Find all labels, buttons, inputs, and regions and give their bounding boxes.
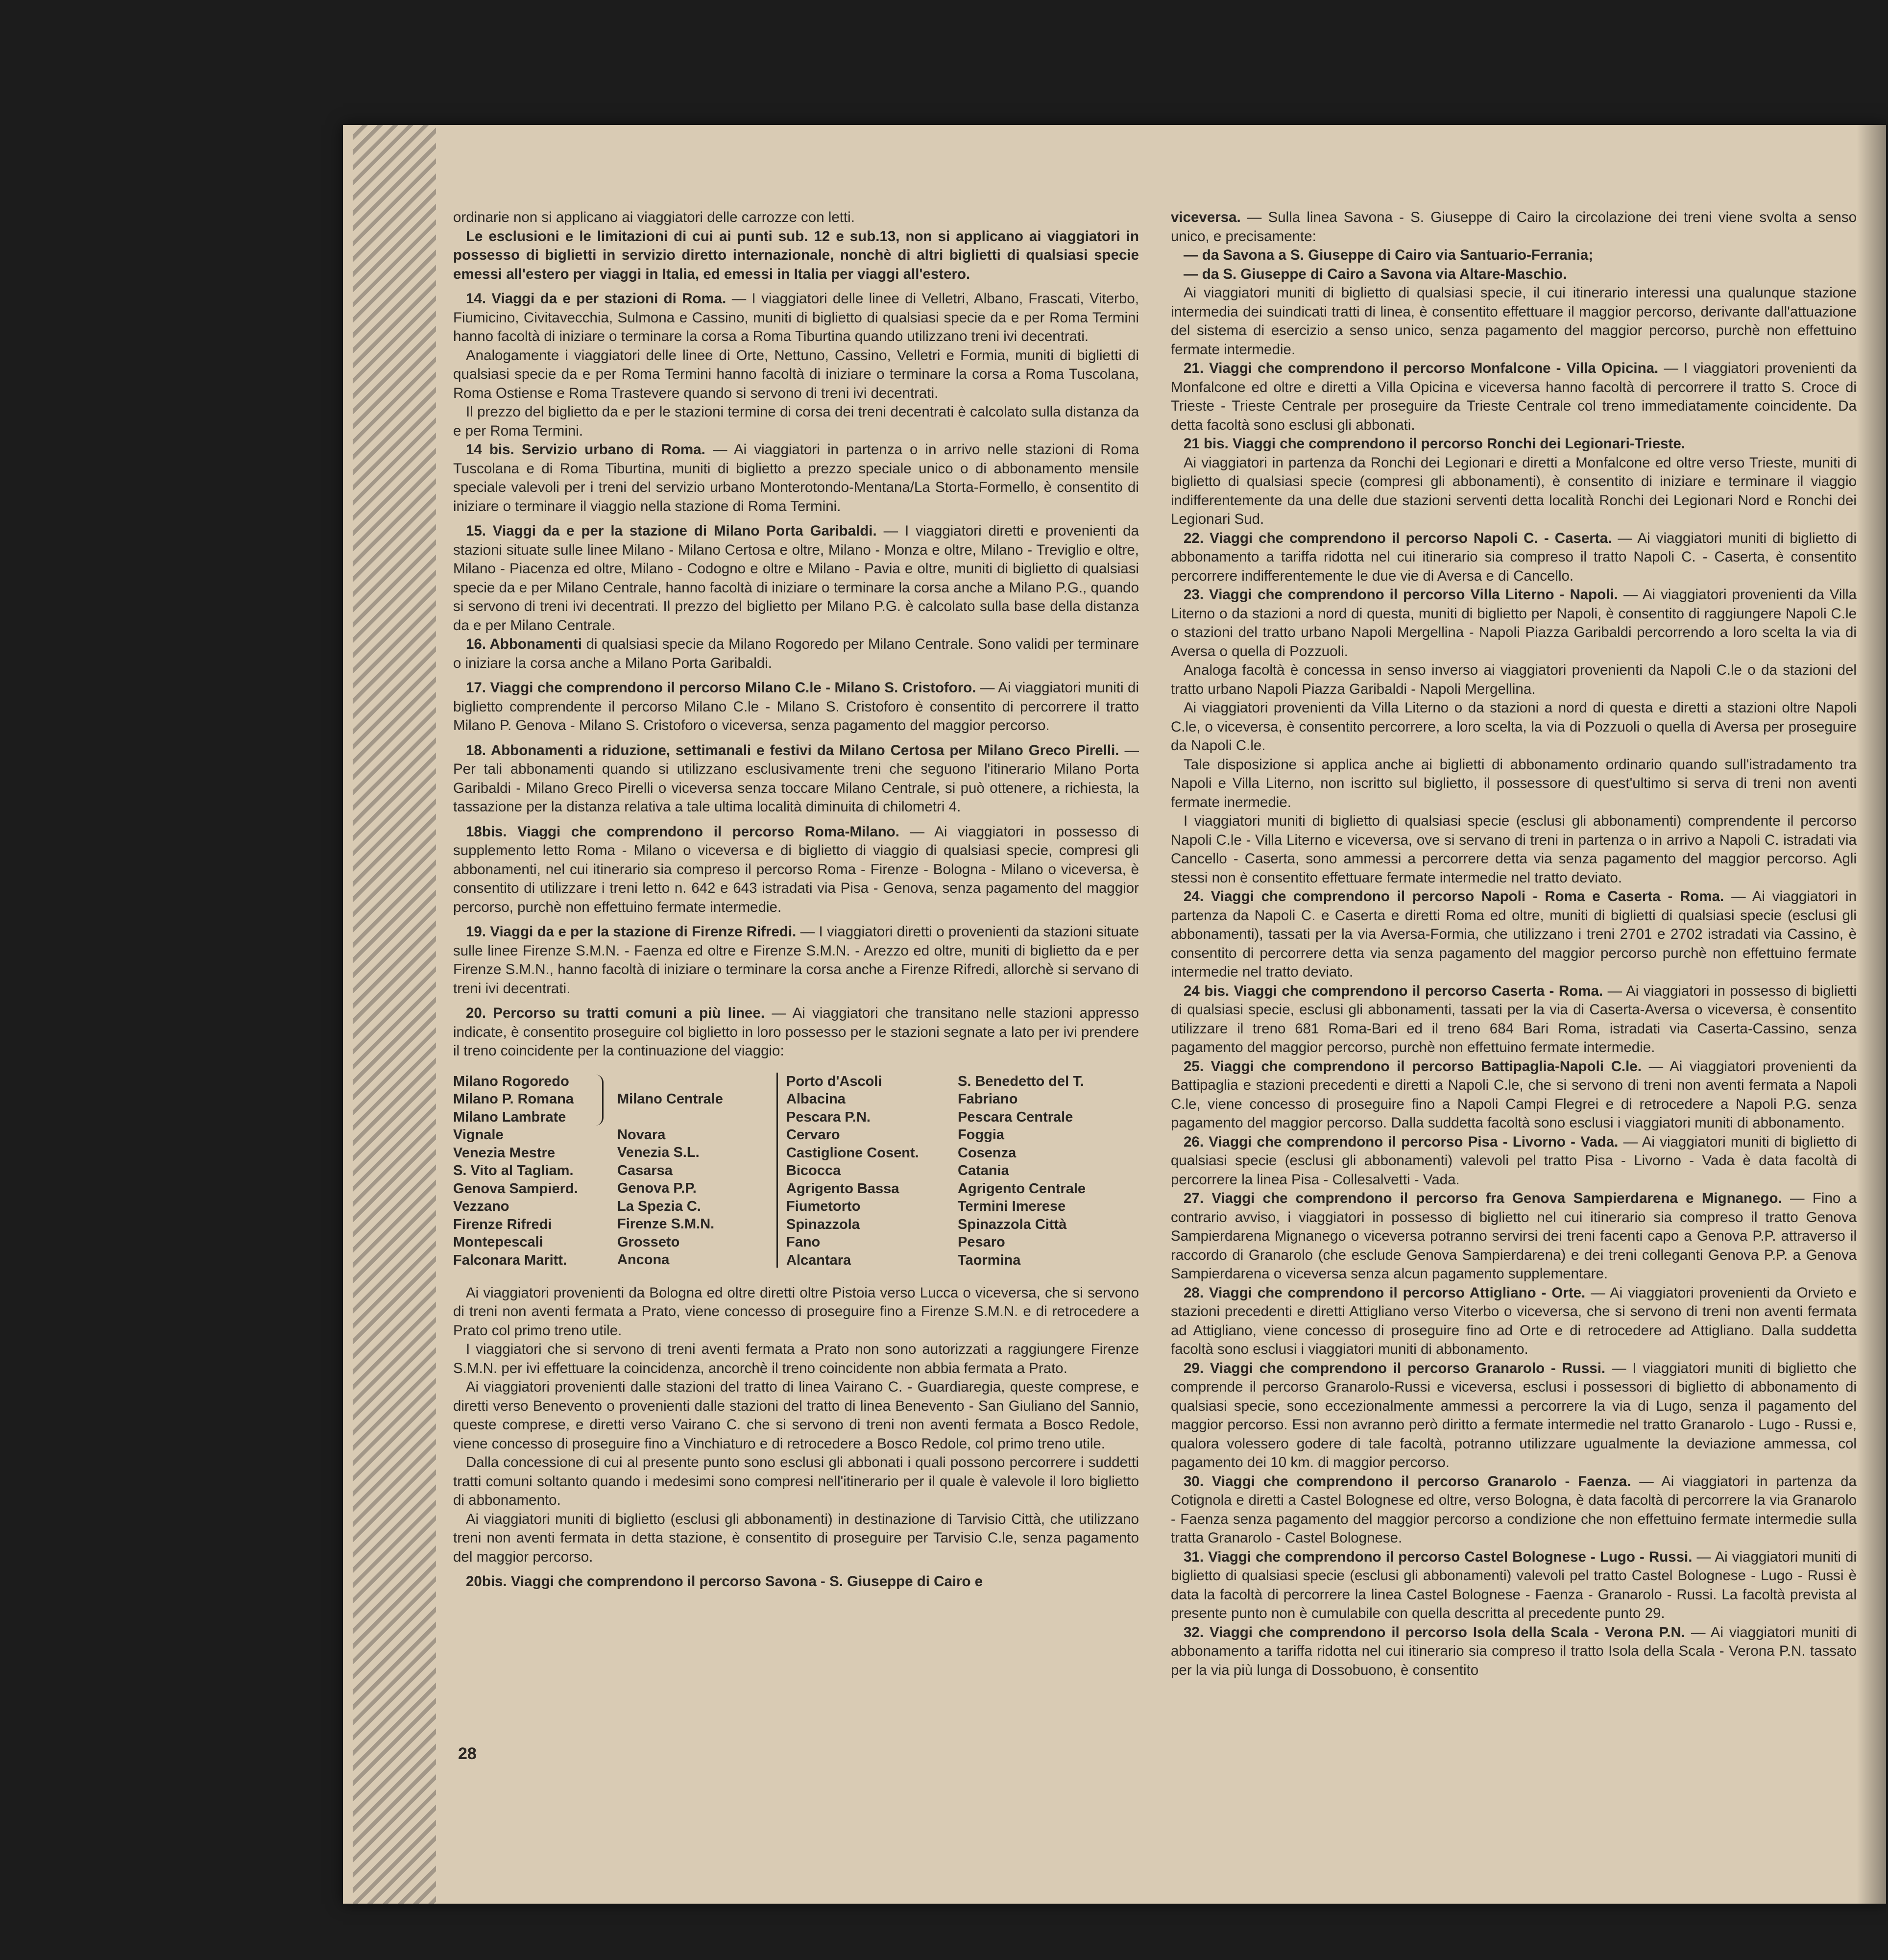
station-entry: Milano Lambrate bbox=[453, 1109, 566, 1125]
station-entry: Agrigento Bassa bbox=[786, 1180, 899, 1197]
paragraph-text: Dalla concessione di cui al presente punto sono esclusi gli abbonati i quali possono percorrere i suddetti tratti comuni soltanto quando i medesimi sono compresi nell'itinerario per il quale è valevole il loro biglietto di abbonamento. bbox=[453, 1454, 1139, 1508]
station-entry: Venezia Mestre bbox=[453, 1145, 555, 1161]
station-entry: Novara bbox=[617, 1127, 666, 1143]
paragraph bbox=[1171, 1133, 1857, 1190]
left-column-paragraphs-after bbox=[453, 1284, 1139, 1592]
paragraph-text: — I viaggiatori diretti o provenienti da stazioni situate sulle linee Firenze S.M.N. - Faenza ed oltre e Firenze S.M.N. - Arezzo ed oltre, muniti di biglietto da e per Firenze S.M.N., hanno facoltà di iniziare o terminare la corsa anche a Firenze Rifredi, allorchè si servano di treni ivi decentrati. bbox=[453, 924, 1139, 997]
paragraph-text: — da S. Giuseppe di Cairo a Savona via Altare-Maschio. bbox=[1184, 266, 1567, 282]
paragraph-text: Ai viaggiatori muniti di biglietto di qualsiasi specie, il cui itinerario interessi una qualunque stazione intermedia dei suindicati tratti di linea, è consentito effettuare il maggior percorso, derivante dall'attuazione del sistema di esercizio a senso unico, senza pagamento del maggior percorso, purchè non effettuino fermate intermedie. bbox=[1171, 285, 1857, 358]
paragraph bbox=[453, 823, 1139, 917]
paragraph bbox=[1171, 756, 1857, 812]
section-heading: 21 bis. Viaggi che comprendono il percorso Ronchi dei Legionari-Trieste. bbox=[1184, 436, 1685, 452]
station-entry: Fiumetorto bbox=[786, 1199, 861, 1214]
paragraph-text: — Ai viaggiatori muniti di biglietto di qualsiasi specie (esclusi gli abbonamenti) valevoli pel tratto Castel Bolognese - Lugo - Russi è data la facoltà di percorrere la linea Castel Bolognese - Faenza - Granarolo - Russi. La facoltà prevista al presente punto non è cumulabile con quella descritta al precedente punto 29. bbox=[1171, 1548, 1857, 1621]
station-entry: Genova Sampierd. bbox=[453, 1180, 578, 1197]
paragraph bbox=[1171, 699, 1857, 756]
paragraph bbox=[453, 346, 1139, 403]
paragraph bbox=[1171, 1284, 1857, 1359]
section-heading: 24. Viaggi che comprendono il percorso Napoli - Roma e Caserta - Roma. bbox=[1184, 888, 1724, 905]
paragraph bbox=[453, 635, 1139, 673]
section-heading: 19. Viaggi da e per la stazione di Firenze Rifredi. bbox=[466, 924, 797, 940]
paragraph bbox=[1171, 284, 1857, 359]
paragraph bbox=[453, 679, 1139, 735]
paragraph-text: — I viaggiatori provenienti da Monfalcone ed oltre e diretti a Villa Opicina e viceversa hanno facoltà di percorrere il tratto S. Croce di Trieste - Trieste Centrale per proseguire da Trieste Centrale col treno immediatamente coincidente. Da detta facoltà sono esclusi gli abbonati. bbox=[1171, 360, 1857, 433]
paragraph-text: — Per tali abbonamenti quando si utilizzano esclusivamente treni che seguono l'itinerario Milano Porta Garibaldi - Milano Greco Pirelli o viceversa senza toccare Milano Centrale, si può ottenere, a richiesta, la tassazione per la distanza relativa a tale ultima località diminuita di chilometri 4. bbox=[453, 742, 1139, 815]
section-heading: 22. Viaggi che comprendono il percorso Napoli C. - Caserta. bbox=[1184, 530, 1612, 546]
station-table bbox=[453, 1073, 1139, 1271]
station-entry: Montepescali bbox=[453, 1234, 543, 1250]
hatched-binding-margin bbox=[353, 125, 436, 1904]
station-entry: Bicocca bbox=[786, 1163, 841, 1178]
station-entry: Cosenza bbox=[958, 1145, 1017, 1161]
paragraph-text: ordinarie non si applicano ai viaggiatori delle carrozze con letti. bbox=[453, 209, 855, 225]
paragraph bbox=[1171, 586, 1857, 661]
section-heading: 24 bis. Viaggi che comprendono il percorso Caserta - Roma. bbox=[1184, 982, 1603, 999]
station-entry: S. Benedetto del T. bbox=[958, 1073, 1084, 1089]
paragraph-text: — Ai viaggiatori in partenza da Napoli C. e Caserta e diretti Roma ed oltre, muniti di biglietti di qualsiasi specie (esclusi gli abbonamenti), tassati per la via Aversa-Formia, che utilizzano i treni 2701 e 2702 istradati via Cassino, è consentito di percorrere detta via senza pagamento del maggior percorso purchè non effettuino fermate intermedie nel tratto deviato. bbox=[1171, 888, 1857, 980]
brace-mark bbox=[595, 1075, 604, 1126]
section-heading: 27. Viaggi che comprendono il percorso fra Genova Sampierdarena e Mignanego. bbox=[1184, 1190, 1782, 1206]
paragraph-text: Ai viaggiatori provenienti dalle stazioni del tratto di linea Vairano C. - Guardiaregia, queste comprese, e diretti verso Benevento o provenienti dalle stazioni del tratto di linea Benevento - San Giuliano del Sannio, queste comprese, e diretti verso Vairano C. che si servono di treni non aventi fermata a Bosco Redole, viene concesso di proseguire fino a Vinchiaturo e di retrocedere a Bosco Redole, col primo treno utile. bbox=[453, 1379, 1139, 1452]
paragraph bbox=[1171, 359, 1857, 435]
paragraph bbox=[453, 741, 1139, 817]
station-entry: Pescara Centrale bbox=[958, 1109, 1073, 1125]
station-column-2 bbox=[617, 1126, 714, 1269]
section-heading: 21. Viaggi che comprendono il percorso Monfalcone - Villa Opicina. bbox=[1184, 360, 1659, 376]
paragraph bbox=[453, 522, 1139, 635]
paragraph-text: — Ai viaggiatori in partenza da Cotignola e diretti a Castel Bolognese ed oltre, verso Bologna, è data facoltà di percorrere la via Granarolo - Faenza senza pagamento del maggior percorso a condizione che non effettuino fermate intermedie sulla tratta Granarolo - Castel Bolognese. bbox=[1171, 1473, 1857, 1546]
station-entry: La Spezia C. bbox=[617, 1198, 701, 1214]
station-entry: Foggia bbox=[958, 1127, 1005, 1143]
paragraph-text: Ai viaggiatori provenienti da Villa Literno o da stazioni a nord di questa e diretti a stazioni oltre Napoli C.le, o viceversa, è consentito percorrere, a loro scelta, la via di Pozzuoli o quella di Aversa per proseguire da Napoli C.le. bbox=[1171, 700, 1857, 754]
station-entry: Albacina bbox=[786, 1091, 846, 1107]
section-heading: 18. Abbonamenti a riduzione, settimanali e festivi da Milano Certosa per Milano Greco Pirelli. bbox=[466, 742, 1119, 759]
paragraph-text: Ai viaggiatori provenienti da Bologna ed oltre diretti oltre Pistoia verso Lucca o viceversa, che si servono di treni non aventi fermata a Prato, viene concesso di proseguire fino a Firenze S.M.N. e di retrocedere a Prato col primo treno utile. bbox=[453, 1284, 1139, 1339]
station-entry: Taormina bbox=[958, 1252, 1021, 1268]
paragraph bbox=[453, 1004, 1139, 1061]
section-heading: 18bis. Viaggi che comprendono il percorso Roma-Milano. bbox=[466, 823, 900, 840]
paragraph bbox=[453, 403, 1139, 441]
paragraph-text: — Ai viaggiatori muniti di biglietto di qualsiasi specie (esclusi gli abbonamenti) valevoli pel tratto Pisa - Livorno - Vada è data facoltà di percorrere la linea Pisa - Collesalvetti - Vada. bbox=[1171, 1133, 1857, 1188]
station-entry: Pescara P.N. bbox=[786, 1109, 871, 1125]
paragraph bbox=[453, 923, 1139, 998]
page-number: 28 bbox=[458, 1744, 477, 1763]
station-entry: Venezia S.L. bbox=[617, 1145, 700, 1160]
paragraph-text: I viaggiatori che si servono di treni aventi fermata a Prato non sono autorizzati a raggiungere Firenze S.M.N. per ivi effettuare la coincidenza, ancorchè il treno coincidente non abbia fermata a Prato. bbox=[453, 1341, 1139, 1376]
station-column-1 bbox=[453, 1073, 578, 1270]
paragraph-text: — da Savona a S. Giuseppe di Cairo via Santuario-Ferrania; bbox=[1184, 247, 1594, 263]
paragraph bbox=[453, 290, 1139, 346]
paragraph bbox=[453, 227, 1139, 284]
station-entry: S. Vito al Tagliam. bbox=[453, 1163, 574, 1178]
paragraph-text: — Ai viaggiatori che transitano nelle stazioni appresso indicate, è consentito proseguire col biglietto in loro possesso per le stazioni segnate a lato per ivi prendere il treno coincidente per la continuazione del viaggio: bbox=[453, 1005, 1139, 1059]
paragraph bbox=[453, 441, 1139, 516]
paragraph bbox=[1171, 208, 1857, 246]
paragraph bbox=[453, 1510, 1139, 1567]
section-heading: 20bis. Viaggi che comprendono il percorso Savona - S. Giuseppe di Cairo e bbox=[466, 1573, 983, 1590]
paragraph bbox=[1171, 435, 1857, 454]
section-heading: 17. Viaggi che comprendono il percorso Milano C.le - Milano S. Cristoforo. bbox=[466, 680, 976, 696]
paragraph bbox=[1171, 1472, 1857, 1548]
station-entry: Porto d'Ascoli bbox=[786, 1073, 882, 1089]
section-heading: 20. Percorso su tratti comuni a più linee. bbox=[466, 1005, 765, 1021]
section-heading: viceversa. bbox=[1171, 209, 1241, 225]
paragraph-text: — Ai viaggiatori in partenza o in arrivo nelle stazioni di Roma Tuscolana e di Roma Tiburtina, muniti di biglietto a prezzo speciale unico o di abbonamento mensile speciale valevoli per i treni del servizio urbano Monterotondo-Mentana/La Storta-Formello, è consentito di iniziare o terminare il viaggio nella stazione di Roma Termini. bbox=[453, 441, 1139, 514]
station-entry: Pesaro bbox=[958, 1234, 1005, 1250]
station-entry: Alcantara bbox=[786, 1252, 851, 1268]
section-heading: 15. Viaggi da e per la stazione di Milano Porta Garibaldi. bbox=[466, 523, 877, 539]
paragraph-text: Analogamente i viaggiatori delle linee di Orte, Nettuno, Cassino, Velletri e Formia, muniti di biglietti di qualsiasi specie da e per Roma Termini hanno facoltà di iniziare o terminare la corsa a Roma Tuscolana, Roma Ostiense e Roma Trastevere quando si servono di treni ivi decentrati. bbox=[453, 347, 1139, 401]
station-entry: Genova P.P. bbox=[617, 1180, 697, 1196]
paragraph bbox=[453, 1284, 1139, 1341]
station-entry: Spinazzola Città bbox=[958, 1216, 1067, 1232]
station-entry: Milano Rogoredo bbox=[453, 1073, 569, 1089]
paragraph-text: — Ai viaggiatori provenienti da Villa Literno o da stazioni a nord di questa, muniti di biglietto per Napoli, è consentito di raggiungere Napoli C.le o stazioni del tratto urbano Napoli Mergellina - Napoli Piazza Garibaldi percorrendo a loro scelta la via di Aversa o quella di Pozzuoli. bbox=[1171, 587, 1857, 660]
paragraph-text: — Ai viaggiatori muniti di biglietto di abbonamento a tariffa ridotta nel cui itinerario sia compreso il tratto Napoli C. - Caserta, è consentito percorrere indifferentemente le due vie di Aversa e di Cancello. bbox=[1171, 530, 1857, 584]
paragraph bbox=[1171, 454, 1857, 529]
paragraph bbox=[1171, 812, 1857, 887]
paragraph bbox=[1171, 265, 1857, 284]
paragraph-text: Il prezzo del biglietto da e per le stazioni termine di corsa dei treni decentrati è calcolato sulla distanza da e per Roma Termini. bbox=[453, 404, 1139, 439]
paragraph-text: Le esclusioni e le limitazioni di cui ai punti sub. 12 e sub.13, non si applicano ai viaggiatori in possesso di biglietti in servizio diretto internazionale, nonchè di altri biglietti di qualsiasi specie emessi all'estero per viaggi in Italia, ed emessi in Italia per viaggi all'estero. bbox=[453, 228, 1139, 282]
right-column bbox=[1171, 208, 1857, 1680]
paragraph bbox=[1171, 1359, 1857, 1472]
left-column bbox=[453, 208, 1139, 1592]
paragraph-text: — Ai viaggiatori provenienti da Battipaglia e stazioni precedenti e diretti a Napoli C.le, che si servono di treni non aventi fermata a Napoli C.le, viene concesso di proseguire fino a Napoli Campi Flegrei e di retrocedere a Napoli P.G. senza pagamento del maggior percorso. Dalla suddetta facoltà sono esclusi i viaggiatori muniti di abbonamento. bbox=[1171, 1058, 1857, 1131]
station-entry: Termini Imerese bbox=[958, 1199, 1066, 1214]
station-entry: Vezzano bbox=[453, 1199, 509, 1214]
paragraph bbox=[453, 1340, 1139, 1378]
paragraph-text: — Ai viaggiatori muniti di abbonamento a tariffa ridotta nel cui itinerario sia compreso il tratto Isola della Scala - Verona P.N. tassato per la via più lunga di Dossobuono, è consentito bbox=[1171, 1624, 1857, 1678]
page-fold-shadow bbox=[1857, 125, 1886, 1904]
section-heading: 14 bis. Servizio urbano di Roma. bbox=[466, 441, 705, 458]
section-heading: 31. Viaggi che comprendono il percorso Castel Bolognese - Lugo - Russi. bbox=[1184, 1548, 1693, 1565]
station-entry: Fabriano bbox=[958, 1091, 1018, 1107]
paragraph-text: — Ai viaggiatori in possesso di biglietti di qualsiasi specie, esclusi gli abbonamenti, tassati per la via di Caserta-Aversa o viceversa, è consentito utilizzare il treno 681 Roma-Bari ed il treno 684 Bari Roma, istradati via Caserta-Cassino, senza pagamento del maggior percorso, purchè non effettuino fermate intermedie. bbox=[1171, 982, 1857, 1055]
section-heading: 26. Viaggi che comprendono il percorso Pisa - Livorno - Vada. bbox=[1184, 1133, 1619, 1150]
paragraph bbox=[453, 1453, 1139, 1510]
section-heading: 23. Viaggi che comprendono il percorso Villa Literno - Napoli. bbox=[1184, 587, 1618, 603]
section-heading: 32. Viaggi che comprendono il percorso Isola della Scala - Verona P.N. bbox=[1184, 1624, 1685, 1641]
paragraph-text: Tale disposizione si applica anche ai biglietti di abbonamento ordinario quando sull'istradamento tra Napoli e Villa Literno, non iscritto sul biglietto, il possessore di quest'ultimo si serva di treni non aventi fermate inermedie. bbox=[1171, 756, 1857, 810]
paragraph bbox=[1171, 246, 1857, 265]
right-column-paragraphs bbox=[1171, 208, 1857, 1680]
station-entry: Firenze S.M.N. bbox=[617, 1216, 715, 1232]
station-entry: Cervaro bbox=[786, 1127, 840, 1143]
station-entry: Vignale bbox=[453, 1127, 504, 1143]
station-column-4 bbox=[958, 1073, 1086, 1270]
paragraph bbox=[1171, 661, 1857, 699]
station-entry: Firenze Rifredi bbox=[453, 1216, 552, 1232]
section-heading: 29. Viaggi che comprendono il percorso Granarolo - Russi. bbox=[1184, 1360, 1606, 1376]
paragraph bbox=[1171, 1623, 1857, 1680]
station-column-2-top bbox=[617, 1090, 723, 1108]
paragraph-text: — Ai viaggiatori provenienti da Orvieto e stazioni precedenti e diretti Attigliano verso Viterbo o viceversa, che si servono di treni non aventi fermata ad Attigliano, viene concesso di proseguire fino ad Orte e di retrocedere ad Attigliano. Dalla suddetta facoltà sono esclusi i viaggiatori muniti di abbonamento. bbox=[1171, 1284, 1857, 1357]
station-entry: Casarsa bbox=[617, 1162, 673, 1178]
paragraph bbox=[1171, 1189, 1857, 1284]
paragraph bbox=[1171, 1548, 1857, 1623]
paragraph bbox=[1171, 529, 1857, 586]
left-column-paragraphs bbox=[453, 208, 1139, 1061]
document-page bbox=[343, 125, 1886, 1904]
station-entry: Agrigento Centrale bbox=[958, 1180, 1086, 1197]
paragraph bbox=[1171, 1057, 1857, 1133]
paragraph-text: Analoga facoltà è concessa in senso inverso ai viaggiatori provenienti da Napoli C.le o da stazioni del tratto urbano Napoli Piazza Garibaldi - Napoli Mergellina. bbox=[1171, 662, 1857, 697]
paragraph-text: — I viaggiatori diretti e provenienti da stazioni situate sulle linee Milano - Milano Certosa e oltre, Milano - Monza e oltre, Milano - Treviglio e oltre, Milano - Piacenza ed oltre, Milano - Codogno e oltre e Milano - Pavia e oltre, muniti di biglietto di qualsiasi specie da e per Milano Centrale, hanno facoltà di iniziare o terminare la corsa anche a Milano P.G., quando si servono di treni ivi decentrati. Il prezzo del biglietto per Milano P.G. è calcolato sulla base della distanza da e per Milano Centrale. bbox=[453, 523, 1139, 634]
paragraph-text: — I viaggiatori muniti di biglietto che comprende il percorso Granarolo-Russi e viceversa, esclusi i possessori di biglietto di abbonamento di qualsiasi specie, sono eccezionalmente ammessi a percorrere la via di Lugo, senza il pagamento del maggior percorso. Essi non avranno però diritto a fermate intermedie nel tratto Granarolo - Lugo - Russi e, qualora volessero godere di tale facoltà, potranno utilizzare ugualmente la deviazione ammessa, col pagamento dei 10 km. di maggior percorso. bbox=[1171, 1360, 1857, 1470]
paragraph-text: — Ai viaggiatori muniti di biglietto comprendente il percorso Milano C.le - Milano S. Cristoforo è consentito di percorrere il tratto Milano P. Genova - Milano S. Cristoforo o viceversa, senza pagamento del maggior percorso. bbox=[453, 680, 1139, 734]
station-column-3 bbox=[786, 1073, 919, 1270]
paragraph bbox=[453, 208, 1139, 227]
paragraph-text: — Sulla linea Savona - S. Giuseppe di Cairo la circolazione dei treni viene svolta a senso unico, e precisamente: bbox=[1171, 209, 1857, 245]
station-entry: Grosseto bbox=[617, 1234, 680, 1250]
paragraph bbox=[1171, 887, 1857, 982]
station-entry: Milano P. Romana bbox=[453, 1091, 574, 1107]
paragraph-text: Ai viaggiatori in partenza da Ronchi dei Legionari e diretti a Monfalcone ed oltre verso Trieste, muniti di biglietto di qualsiasi specie (compresi gli abbonamenti), è consentito di iniziare e terminare il viaggio indifferentemente da una delle due stazioni serventi detta località Ronchi dei Legionari Nord e Ronchi dei Legionari Sud. bbox=[1171, 454, 1857, 527]
paragraph-text: I viaggiatori muniti di biglietto di qualsiasi specie (esclusi gli abbonamenti) comprendente il percorso Napoli C.le - Villa Literno e viceversa, ove si servano di treni in partenza o in arrivo a Napoli C. istradati via Cancello - Caserta, sono ammessi a percorrere detta via senza pagamento del maggior percorso. Agli stessi non è consentito effettuare fermate intermedie nel tratto deviato. bbox=[1171, 813, 1857, 886]
section-heading: 25. Viaggi che comprendono il percorso Battipaglia-Napoli C.le. bbox=[1184, 1058, 1642, 1075]
paragraph-text: di qualsiasi specie da Milano Rogoredo per Milano Centrale. Sono validi per terminare o iniziare la corsa anche a Milano Porta Garibaldi. bbox=[453, 636, 1139, 671]
paragraph-text: — Fino a contrario avviso, i viaggiatori in possesso di biglietto nel cui itinerario sia compreso il tratto Genova Sampierdarena Mignanego o viceversa potranno servirsi dei treni facenti capo a Genova P.P. attraverso il raccordo di Granarolo (che esclude Genova Sampierdarena) e dei treni colleganti Genova P.P. a Genova Sampierdarena o viceversa senza alcun pagamento supplementare. bbox=[1171, 1190, 1857, 1282]
section-heading: 14. Viaggi da e per stazioni di Roma. bbox=[466, 291, 726, 307]
section-heading: 30. Viaggi che comprendono il percorso Granarolo - Faenza. bbox=[1184, 1473, 1631, 1490]
paragraph bbox=[453, 1378, 1139, 1453]
station-entry: Milano Centrale bbox=[617, 1091, 723, 1107]
paragraph-text: — Ai viaggiatori in possesso di supplemento letto Roma - Milano o viceversa e di biglietto di viaggio di qualsiasi specie, compresi gli abbonamenti, nel cui itinerario sia compreso il percorso Roma - Firenze - Bologna - Milano o viceversa, è consentito di utilizzare i treni letto n. 642 e 643 istradati via Pisa - Genova, senza pagamento del maggior percorso, purchè non effettuino fermate intermedie. bbox=[453, 823, 1139, 915]
station-entry: Falconara Maritt. bbox=[453, 1252, 567, 1268]
paragraph bbox=[453, 1572, 1139, 1592]
section-heading: 16. Abbonamenti bbox=[466, 636, 582, 652]
station-entry: Fano bbox=[786, 1234, 821, 1250]
station-entry: Catania bbox=[958, 1163, 1009, 1178]
station-entry: Spinazzola bbox=[786, 1216, 860, 1232]
column-divider bbox=[776, 1073, 778, 1268]
paragraph-text: — I viaggiatori delle linee di Velletri, Albano, Frascati, Viterbo, Fiumicino, Civitavecchia, Sulmona e Cassino, muniti di biglietto di qualsiasi specie da e per Roma Termini hanno facoltà di iniziare o terminare la corsa a Roma Tiburtina quando utilizzano treni ivi decentrati. bbox=[453, 291, 1139, 344]
paragraph bbox=[1171, 982, 1857, 1057]
station-entry: Ancona bbox=[617, 1252, 670, 1268]
paragraph-text: Ai viaggiatori muniti di biglietto (esclusi gli abbonamenti) in destinazione di Tarvisio Città, che utilizzano treni non aventi fermata in detta stazione, è consentito di proseguire per Tarvisio C.le, senza pagamento del maggior percorso. bbox=[453, 1511, 1139, 1565]
station-entry: Castiglione Cosent. bbox=[786, 1145, 919, 1161]
section-heading: 28. Viaggi che comprendono il percorso Attigliano - Orte. bbox=[1184, 1284, 1586, 1301]
